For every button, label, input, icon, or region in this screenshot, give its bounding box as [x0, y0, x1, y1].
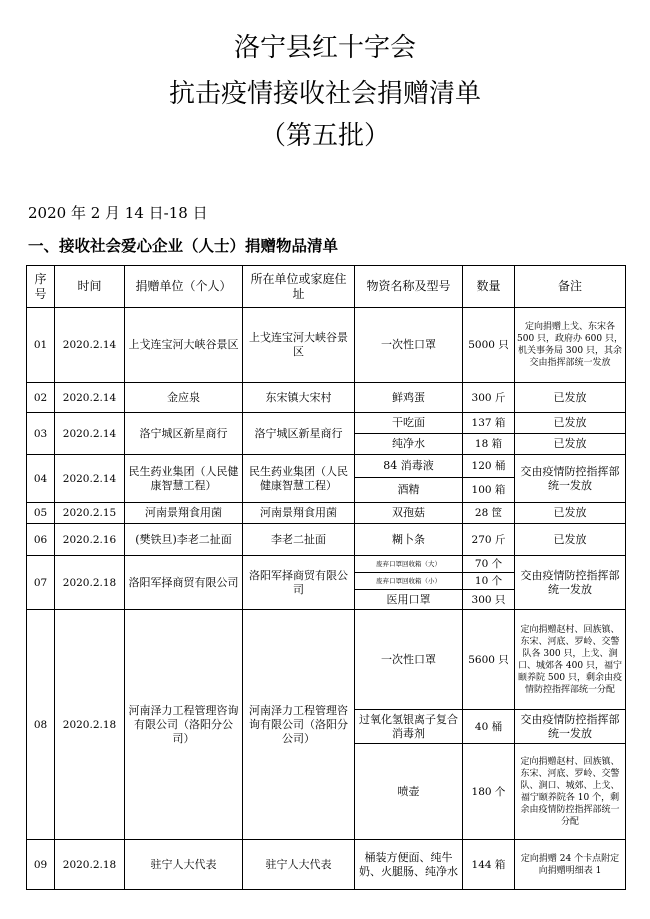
cell-remark: 定向捐赠赵村、回族镇、东宋、河底、罗岭、交警队各 300 只，上戈、涧口、城郊各 400 只，福宁颐养院 500 只，剩余由疫情防控指挥部统一分配: [515, 610, 626, 710]
cell-qty: 300 斤: [463, 383, 515, 413]
header-no: 序号: [27, 266, 55, 308]
cell-no: 01: [27, 308, 55, 383]
cell-donor: (樊铁旦)李老二扯面: [125, 524, 243, 556]
cell-no: 05: [27, 503, 55, 524]
cell-qty: 18 箱: [463, 434, 515, 455]
cell-item: 废弃口罩回收箱（大）: [355, 556, 463, 573]
cell-item: 桶装方便面、纯牛奶、火腿肠、纯净水: [355, 840, 463, 890]
cell-qty: 10 个: [463, 573, 515, 590]
cell-time: 2020.2.14: [55, 413, 125, 455]
cell-item: 废弃口罩回收箱（小）: [355, 573, 463, 590]
cell-no: 08: [27, 610, 55, 840]
table-row: [27, 524, 626, 556]
cell-remark: 定向捐赠上戈、东宋各 500 只，政府办 600 只，机关事务局 300 只，其余交由指挥部统一发放: [515, 308, 626, 383]
cell-time: 2020.2.16: [55, 524, 125, 556]
cell-time: 2020.2.14: [55, 383, 125, 413]
cell-qty: 180 个: [463, 744, 515, 840]
cell-item: 喷壶: [355, 744, 463, 840]
header-qty: 数量: [463, 266, 515, 308]
cell-address: 李老二扯面: [243, 524, 355, 556]
table-row: [27, 308, 626, 383]
table-row: [27, 556, 626, 573]
cell-address: 上戈连宝河大峡谷景区: [243, 308, 355, 383]
cell-item: 84 消毒液: [355, 455, 463, 478]
table-row: [27, 610, 626, 710]
cell-no: 06: [27, 524, 55, 556]
cell-item: 过氧化氢银离子复合消毒剂: [355, 710, 463, 744]
cell-item: 医用口罩: [355, 590, 463, 610]
cell-item: 干吃面: [355, 413, 463, 434]
cell-qty: 270 斤: [463, 524, 515, 556]
header-address: 所在单位或家庭住址: [243, 266, 355, 308]
cell-item: 一次性口罩: [355, 308, 463, 383]
cell-address: 民生药业集团（人民健康智慧工程）: [243, 455, 355, 503]
cell-donor: 洛阳军择商贸有限公司: [125, 556, 243, 610]
cell-donor: 民生药业集团（人民健康智慧工程）: [125, 455, 243, 503]
cell-address: 河南泽力工程管理咨询有限公司（洛阳分公司）: [243, 610, 355, 840]
section-title: 一、接收社会爱心企业（人士）捐赠物品清单: [28, 236, 339, 255]
table-row: [27, 383, 626, 413]
cell-qty: 28 筐: [463, 503, 515, 524]
cell-remark: 已发放: [515, 383, 626, 413]
cell-donor: 驻宁人大代表: [125, 840, 243, 890]
cell-remark: 定向捐赠 24 个卡点附定向捐赠明细表 1: [515, 840, 626, 890]
cell-item: 酒精: [355, 478, 463, 503]
table-row: [27, 413, 626, 434]
cell-donor: 河南泽力工程管理咨询有限公司（洛阳分公司）: [125, 610, 243, 840]
cell-no: 04: [27, 455, 55, 503]
cell-time: 2020.2.18: [55, 840, 125, 890]
cell-qty: 120 桶: [463, 455, 515, 478]
cell-address: 洛宁城区新星商行: [243, 413, 355, 455]
header-time: 时间: [55, 266, 125, 308]
cell-qty: 70 个: [463, 556, 515, 573]
cell-address: 驻宁人大代表: [243, 840, 355, 890]
header-remark: 备注: [515, 266, 626, 308]
cell-no: 09: [27, 840, 55, 890]
cell-no: 07: [27, 556, 55, 610]
cell-item: 糊卜条: [355, 524, 463, 556]
cell-item: 双孢菇: [355, 503, 463, 524]
header-row: [27, 266, 626, 308]
cell-item: 一次性口罩: [355, 610, 463, 710]
header-item: 物资名称及型号: [355, 266, 463, 308]
cell-qty: 137 箱: [463, 413, 515, 434]
cell-qty: 5600 只: [463, 610, 515, 710]
title-line-2: 抗击疫情接收社会捐赠清单: [168, 79, 481, 109]
cell-remark: 已发放: [515, 503, 626, 524]
cell-remark: 已发放: [515, 524, 626, 556]
cell-remark: 交由疫情防控指挥部统一发放: [515, 556, 626, 610]
cell-item: 纯净水: [355, 434, 463, 455]
cell-qty: 5000 只: [463, 308, 515, 383]
cell-qty: 100 箱: [463, 478, 515, 503]
cell-time: 2020.2.18: [55, 610, 125, 840]
date-range: 2020 年 2 月 14 日-18 日: [28, 204, 208, 222]
table-row: [27, 503, 626, 524]
header-donor: 捐赠单位（个人）: [125, 266, 243, 308]
donation-table: [26, 265, 626, 890]
cell-qty: 40 桶: [463, 710, 515, 744]
cell-time: 2020.2.14: [55, 308, 125, 383]
table-row: [27, 455, 626, 478]
cell-qty: 300 只: [463, 590, 515, 610]
cell-donor: 金应泉: [125, 383, 243, 413]
cell-item: 鲜鸡蛋: [355, 383, 463, 413]
cell-address: 河南景翔食用菌: [243, 503, 355, 524]
table-row: [27, 840, 626, 890]
title-line-3: （第五批）: [259, 121, 390, 151]
cell-remark: 交由疫情防控指挥部统一发放: [515, 710, 626, 744]
cell-donor: 河南景翔食用菌: [125, 503, 243, 524]
cell-qty: 144 箱: [463, 840, 515, 890]
cell-time: 2020.2.15: [55, 503, 125, 524]
cell-address: 洛阳军择商贸有限公司: [243, 556, 355, 610]
cell-remark: 已发放: [515, 413, 626, 434]
cell-remark: 已发放: [515, 434, 626, 455]
cell-time: 2020.2.14: [55, 455, 125, 503]
cell-donor: 上戈连宝河大峡谷景区: [125, 308, 243, 383]
cell-time: 2020.2.18: [55, 556, 125, 610]
cell-no: 02: [27, 383, 55, 413]
cell-donor: 洛宁城区新星商行: [125, 413, 243, 455]
cell-remark: 定向捐赠赵村、回族镇、东宋、河底、罗岭、交警队、涧口、城郊、上戈、福宁颐养院各 10 个，剩余由疫情防控指挥部统一分配: [515, 744, 626, 840]
cell-no: 03: [27, 413, 55, 455]
cell-address: 东宋镇大宋村: [243, 383, 355, 413]
cell-remark: 交由疫情防控指挥部统一发放: [515, 455, 626, 503]
title-line-1: 洛宁县红十字会: [233, 33, 416, 63]
